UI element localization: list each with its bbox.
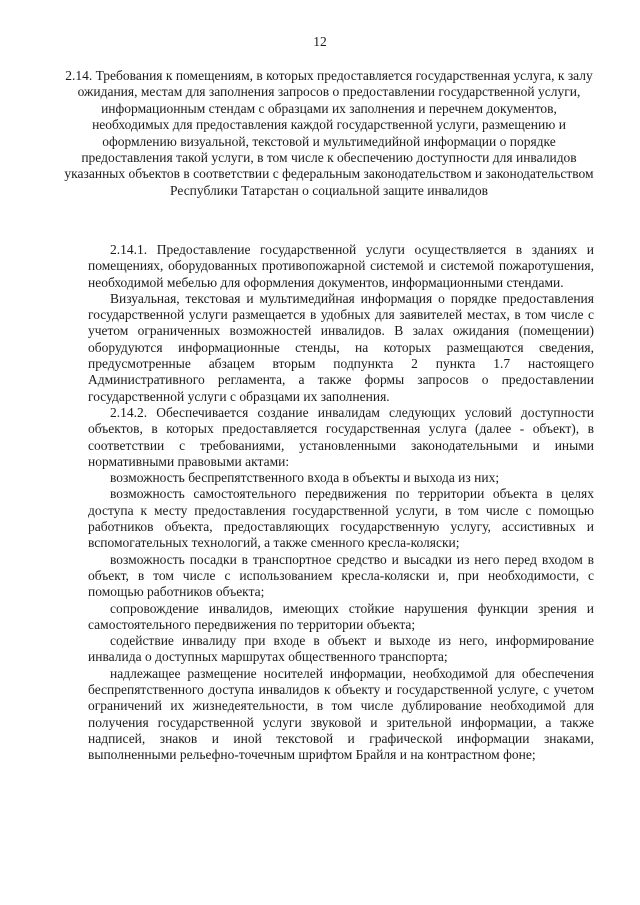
page-number: 12 bbox=[313, 34, 327, 49]
paragraph-2-14-2: 2.14.2. Обеспечивается создание инвалидам следующих условий доступности объектов, в которых предоставляется государственная услуга (далее - объект), в соответствии с требованиями, установленными законодательными и иными нормативными правовыми актами: bbox=[88, 404, 594, 469]
list-item-escort: сопровождение инвалидов, имеющих стойкие нарушения функции зрения и самостоятельного передвижения по территории объекта; bbox=[88, 600, 594, 632]
section-heading: 2.14. Требования к помещениям, в которых предоставляется государственная услуга, к залу ожидания, местам для заполнения запросов о предоставлении государственной услуги, информационным стендам с образцами их заполнения и перечнем документов, необходимых для предоставления каждой государственной услуги, размещению и оформлению визуальной, текстовой и мультимедийной информации о порядке предоставления такой услуги, в том числе к обеспечению доступности для инвалидов указанных объектов в соответствии с федеральным законодательством и законодательством Республики Татарстан о социальной защите инвалидов bbox=[64, 68, 594, 198]
list-item-information: надлежащее размещение носителей информации, необходимой для обеспечения беспрепятственного доступа инвалидов к объекту и государственной услуге, с учетом ограничений их жизнедеятельности, в том числе дублирование необходимой для получения государственной услуги звуковой и зрительной информации, а также надписей, знаков и иной текстовой и графической информации знаками, выполненными рельефно-точечным шрифтом Брайля и на контрастном фоне; bbox=[88, 665, 594, 763]
list-item-movement: возможность самостоятельного передвижения по территории объекта в целях доступа к месту предоставления государственной услуги, в том числе с помощью работников объекта, предоставляющих государственную услугу, ассистивных и вспомогательных технологий, а также сменного кресла-коляски; bbox=[88, 486, 594, 551]
paragraph-2-14-1: 2.14.1. Предоставление государственной услуги осуществляется в зданиях и помещениях, оборудованных противопожарной системой и системой пожаротушения, необходимой мебелью для оформления документов, информационными стендами. bbox=[88, 242, 594, 290]
list-item-entrance: возможность беспрепятственного входа в объекты и выхода из них; bbox=[110, 470, 500, 486]
list-item-transport: возможность посадки в транспортное средство и высадки из него перед входом в объект, в том числе с использованием кресла-коляски и, при необходимости, с помощью работников объекта; bbox=[88, 551, 594, 600]
list-item-assistance: содействие инвалиду при входе в объект и выходе из него, информирование инвалида о доступных маршрутах общественного транспорта; bbox=[88, 633, 594, 665]
paragraph-visual-info: Визуальная, текстовая и мультимедийная информация о порядке предоставления государственной услуги размещается в удобных для заявителей местах, в том числе с учетом ограниченных возможностей инвалидов. В залах ожидания (помещении) оборудуются информационные стенды, на которых размещаются сведения, предусмотренные абзацем вторым подпункта 2 пункта 1.7 настоящего Административного регламента, а также формы запросов о предоставлении государственной услуги с образцами их заполнения. bbox=[88, 290, 594, 404]
section-body bbox=[88, 242, 594, 764]
